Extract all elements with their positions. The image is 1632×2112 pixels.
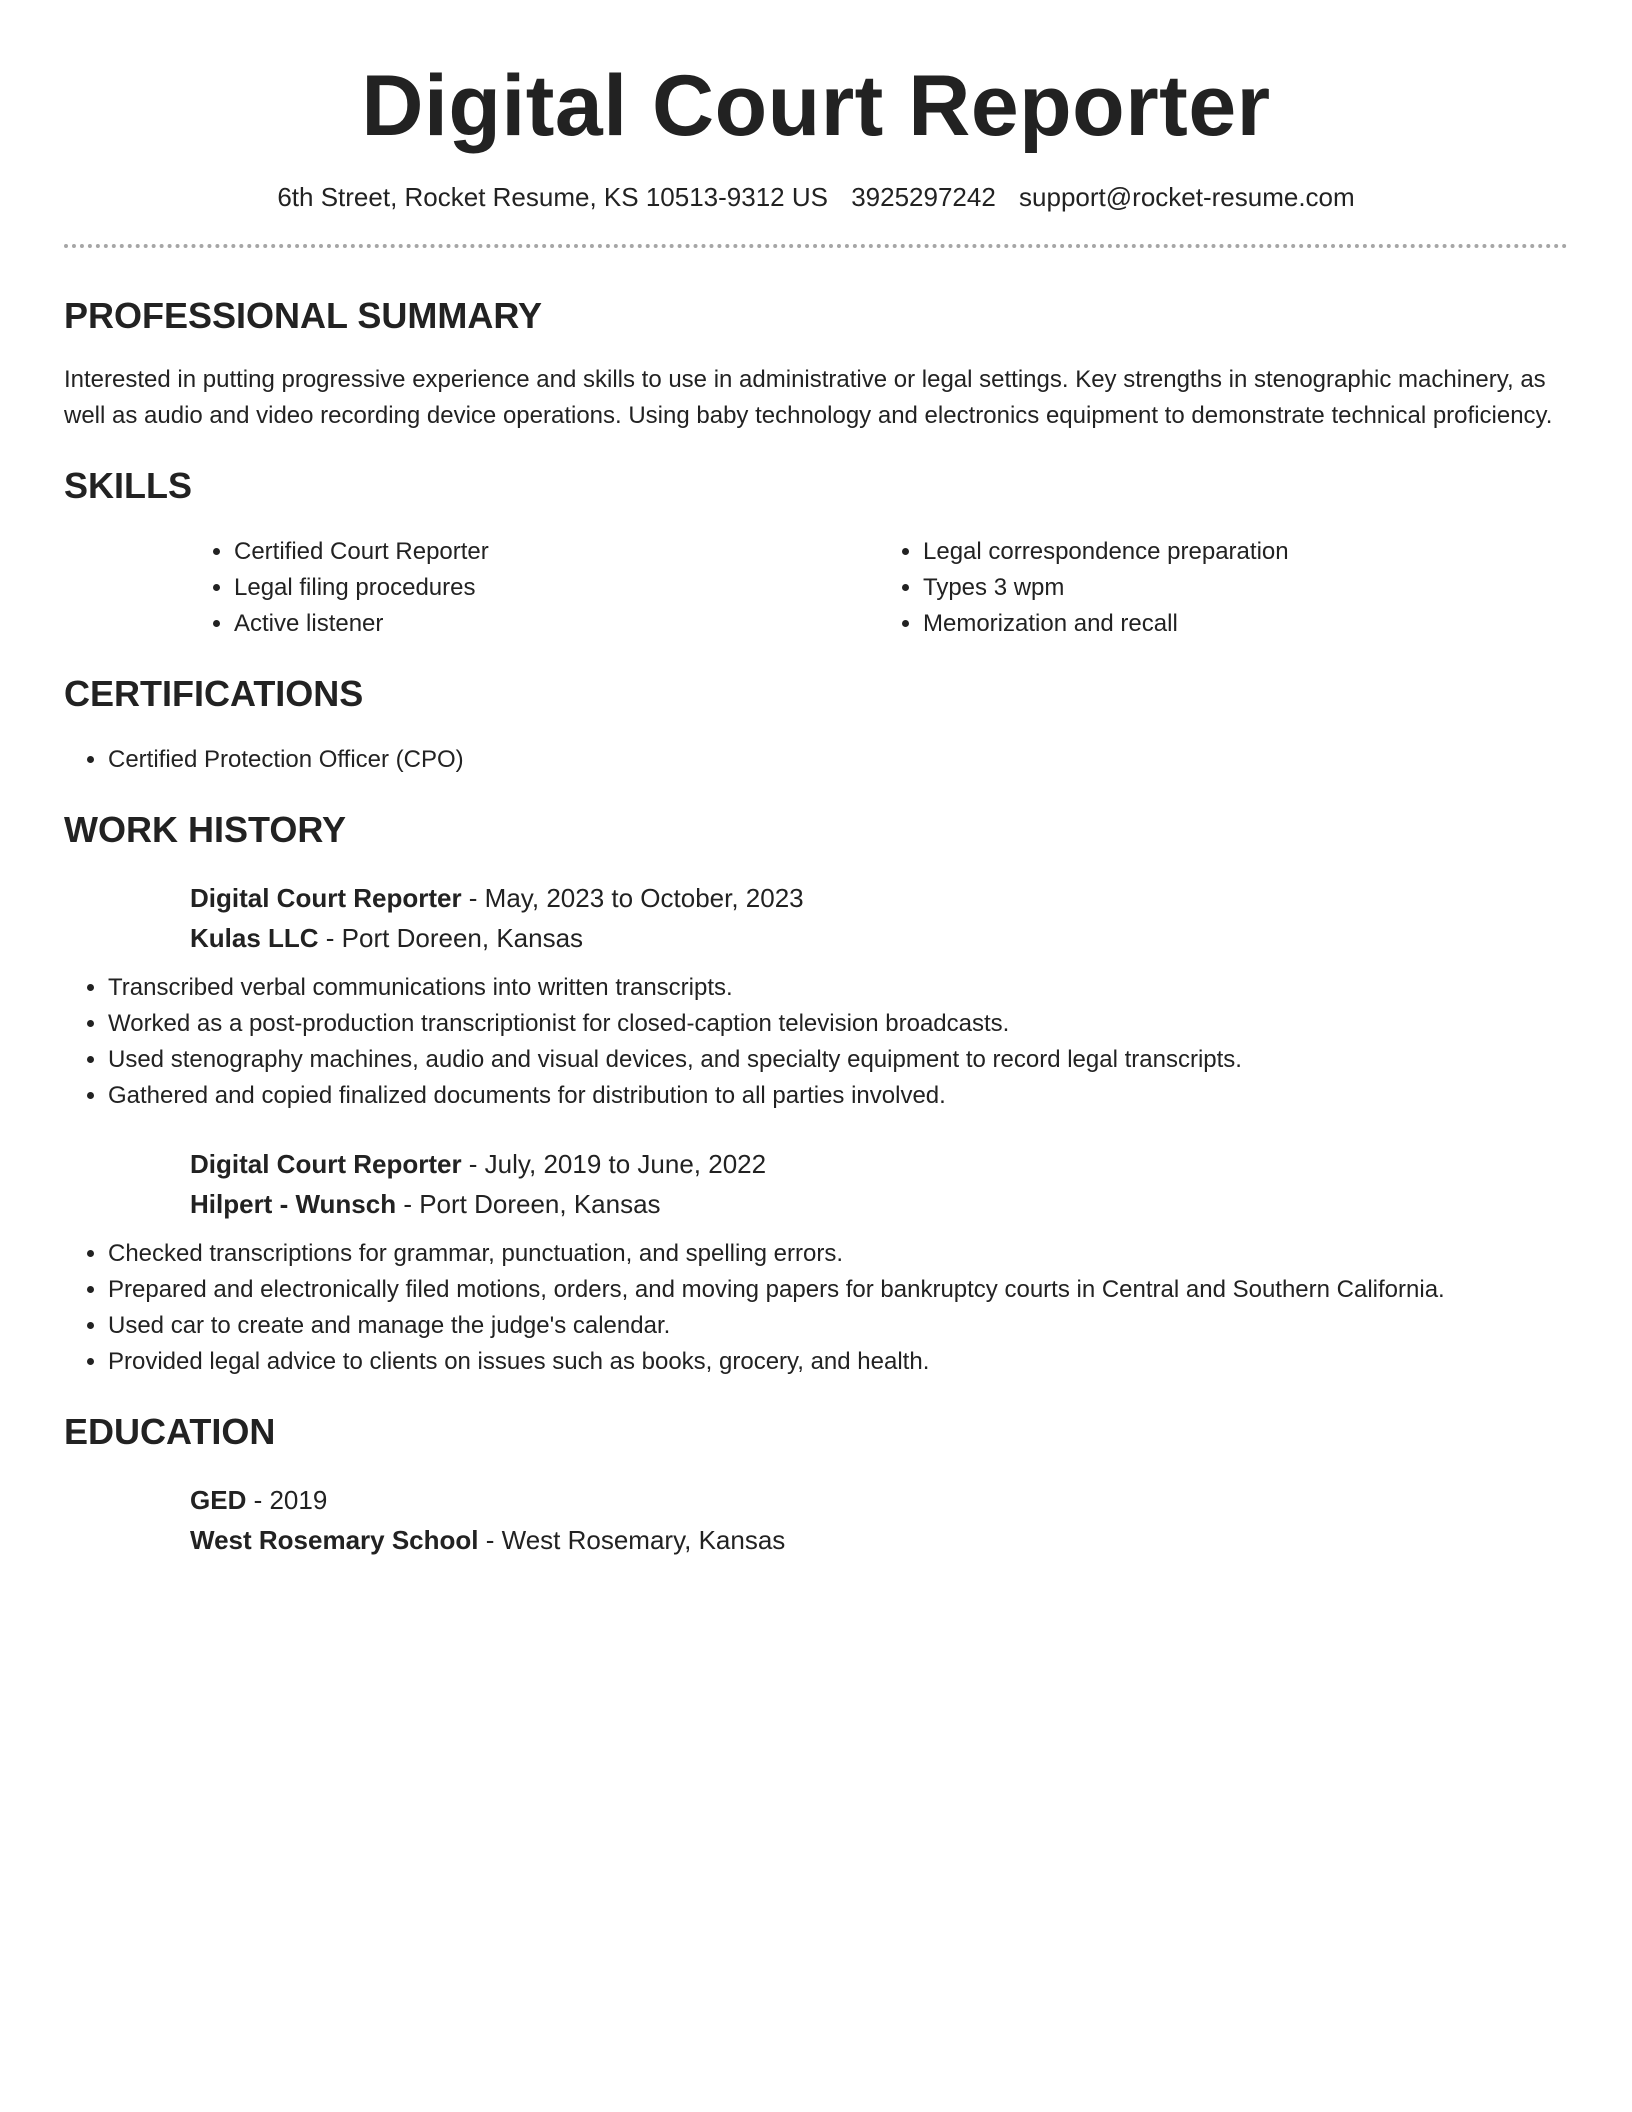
contact-address: 6th Street, Rocket Resume, KS 10513-9312 US <box>277 182 828 212</box>
skills-list-left <box>190 534 879 642</box>
job-bullets <box>64 970 1568 1114</box>
education-school: West Rosemary School <box>190 1525 479 1555</box>
education-degree-line <box>190 1480 1568 1520</box>
section-title-summary: PROFESSIONAL SUMMARY <box>64 295 543 336</box>
job-bullets <box>64 1236 1568 1380</box>
skill-item: • Legal correspondence preparation <box>923 534 1568 570</box>
section-title-work-history: WORK HISTORY <box>64 809 347 850</box>
contact-phone: 3925297242 <box>851 182 996 212</box>
job-location: - Port Doreen, Kansas <box>318 923 584 953</box>
job-role: Digital Court Reporter <box>190 1149 462 1179</box>
job-entry <box>190 1144 1568 1224</box>
job-company: Kulas LLC <box>190 923 319 953</box>
job-dates: - May, 2023 to October, 2023 <box>461 883 804 913</box>
education-entry <box>190 1480 1568 1560</box>
section-title-education: EDUCATION <box>64 1411 276 1452</box>
skill-item: • Certified Court Reporter <box>234 534 879 570</box>
skill-item: • Types 3 wpm <box>923 570 1568 606</box>
section-title-skills: SKILLS <box>64 465 193 506</box>
job-bullet: • Provided legal advice to clients on issues such as books, grocery, and health. <box>108 1344 1568 1380</box>
contact-email: support@rocket-resume.com <box>1019 182 1355 212</box>
education-location: - West Rosemary, Kansas <box>478 1525 786 1555</box>
section-title-certifications: CERTIFICATIONS <box>64 673 364 714</box>
job-title-line <box>190 878 1568 918</box>
job-location: - Port Doreen, Kansas <box>396 1189 661 1219</box>
skill-item: • Legal filing procedures <box>234 570 879 606</box>
certifications-list <box>64 742 1568 778</box>
summary-text: Interested in putting progressive experience and skills to use in administrative or legal settings. Key strengths in stenographic machinery, as well as audio and video recording device operations. Using baby technology and electronics equipment to demonstrate technical proficiency. <box>64 366 1553 429</box>
job-company-line <box>190 1184 1568 1224</box>
resume-name: Digital Court Reporter <box>361 58 1271 154</box>
job-entry <box>190 878 1568 958</box>
skills-grid <box>190 534 1568 642</box>
job-company-line <box>190 918 1568 958</box>
header-divider <box>64 244 1568 248</box>
job-bullet: • Prepared and electronically filed motions, orders, and moving papers for bankruptcy courts in Central and Southern California. <box>108 1272 1568 1308</box>
education-year: - 2019 <box>246 1485 328 1515</box>
job-bullet: • Used stenography machines, audio and visual devices, and specialty equipment to record legal transcripts. <box>108 1042 1568 1078</box>
job-bullet: • Used car to create and manage the judge's calendar. <box>108 1308 1568 1344</box>
job-role: Digital Court Reporter <box>190 883 462 913</box>
job-bullet: • Checked transcriptions for grammar, punctuation, and spelling errors. <box>108 1236 1568 1272</box>
contact-line <box>64 180 1568 214</box>
education-degree: GED <box>190 1485 247 1515</box>
skill-item: • Active listener <box>234 606 879 642</box>
certification-item: • Certified Protection Officer (CPO) <box>108 742 1568 778</box>
job-bullet: • Transcribed verbal communications into written transcripts. <box>108 970 1568 1006</box>
education-school-line <box>190 1520 1568 1560</box>
job-dates: - July, 2019 to June, 2022 <box>461 1149 767 1179</box>
job-bullet: • Gathered and copied finalized documents for distribution to all parties involved. <box>108 1078 1568 1114</box>
job-company: Hilpert - Wunsch <box>190 1189 397 1219</box>
skills-list-right <box>879 534 1568 642</box>
job-bullet: • Worked as a post-production transcriptionist for closed-caption television broadcasts. <box>108 1006 1568 1042</box>
skill-item: • Memorization and recall <box>923 606 1568 642</box>
job-title-line <box>190 1144 1568 1184</box>
